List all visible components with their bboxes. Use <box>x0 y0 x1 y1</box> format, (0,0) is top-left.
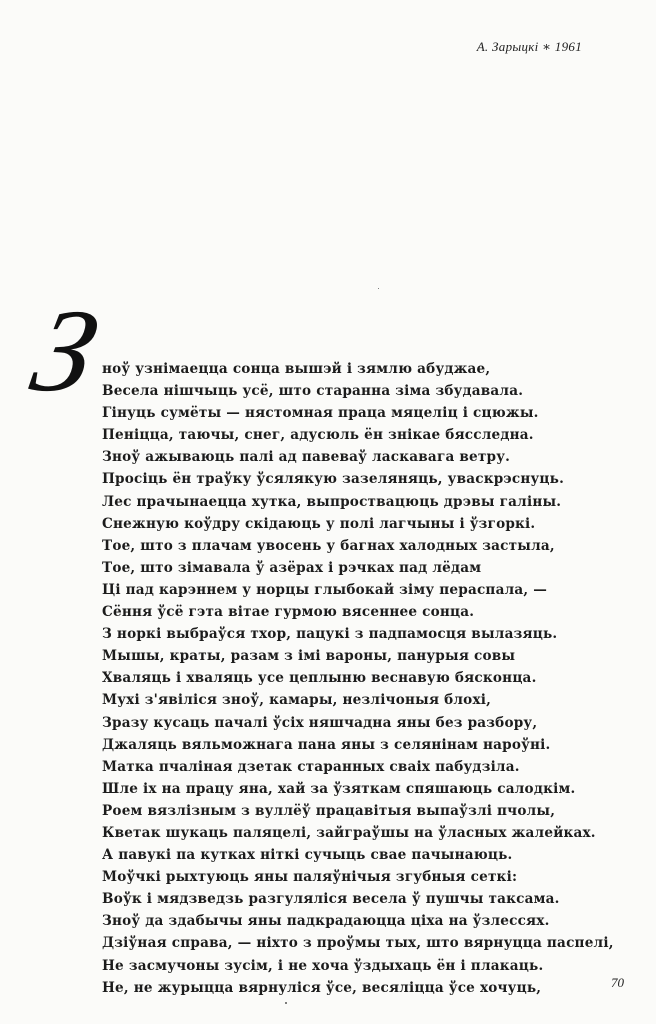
poem-line: Зноў ажываюць палі ад павеваў ласкавага ветру. <box>102 449 511 466</box>
poem-line: Тое, што зімавала ў азёрах і рэчках пад лёдам <box>102 559 482 576</box>
scan-speck <box>285 1002 287 1004</box>
poem-line: А павукі па кутках ніткі сучыць свае пачынаюць. <box>102 847 513 864</box>
poem-line: Дзіўная справа, — ніхто з проўмы тых, што вярнуцца паспелі, <box>102 935 614 952</box>
poem-line: Джаляць вяльможнага пана яны з селянінам нароўні. <box>102 736 551 753</box>
poem-line: Гінуць сумёты — нястомная праца мяцеліц і сцюжы. <box>102 405 539 422</box>
poem-line: Тое, што з плачам увосень у багнах халодных застыла, <box>102 537 555 554</box>
poem-line: Мышы, краты, разам з імі вароны, панурыя совы <box>102 648 516 665</box>
poem-line: Сёння ўсё гэта вітае гурмою вясеннеe сонца. <box>102 604 475 621</box>
page-number: 70 <box>611 975 624 990</box>
poem-line: Матка пчаліная дзетак старанных сваіх пабудзіла. <box>102 758 520 775</box>
running-head: А. Зарыцкі ∗ 1961 <box>476 39 582 54</box>
poem-line: Роем вязлізным з вуллёў працавітыя выпаўзлі пчолы, <box>102 802 556 819</box>
poem-line: Зноў да здабычы яны падкрадаюцца ціха на ўзлессях. <box>102 913 550 930</box>
poem-line: Моўчкі рыхтуюць яны паляўнічыя згубныя сеткі: <box>102 869 518 886</box>
poem-line: ноў узнімаецца сонца вышэй і зямлю абуджае, <box>102 361 491 377</box>
poem-line: Не засмучоны зусім, і не хоча ўздыхаць ён і плакаць. <box>102 957 544 974</box>
poem-body <box>102 358 622 999</box>
poem-line: Лес прачынаецца хутка, выпроствацюць дрэвы галіны. <box>102 493 562 510</box>
poem-line: Не, не журыцца вярнуліся ўсе, весяліцца ўсе хочуць, <box>102 979 542 996</box>
poem-line: Кветак шукаць паляцелі, зайграўшы на ўласных жалейках. <box>102 824 596 841</box>
poem-line: Весела нішчыць усё, што старанна зіма збудавала. <box>102 383 524 400</box>
poem-line: Зразу кусаць пачалі ўсіх няшчадна яны без разбору, <box>102 714 538 731</box>
scan-speck <box>378 288 379 289</box>
poem-line: Хваляць і хваляць усе цеплыню веснавую бясконца. <box>102 670 537 687</box>
poem-line: Пеніцца, таючы, снег, адусюль ён знікае бясследна. <box>102 427 534 444</box>
poem-line: Просіць ён траўку ўсялякую зазеляняць, уваскрэснуць. <box>102 471 565 488</box>
poem-line: Мухі з'явіліся зноў, камары, незлічоныя блохі, <box>102 692 492 709</box>
poem-line: Шле іх на працу яна, хай за ўзяткам спяшаюць салодкім. <box>102 780 576 797</box>
drop-cap-letter: З <box>22 285 109 416</box>
poem-line: Ці пад карэннем у норцы глыбокай зіму пераспала, — <box>102 581 548 598</box>
poem-line: З норкі выбраўся тхор, пацукі з падпамосця вылазяць. <box>102 626 558 643</box>
poem-line: Воўк і мядзведзь разгуляліся весела ў пушчы таксама. <box>102 891 560 908</box>
poem-line: Снежную коўдру скідаюць у полі лагчыны і ўзгоркі. <box>102 515 536 532</box>
